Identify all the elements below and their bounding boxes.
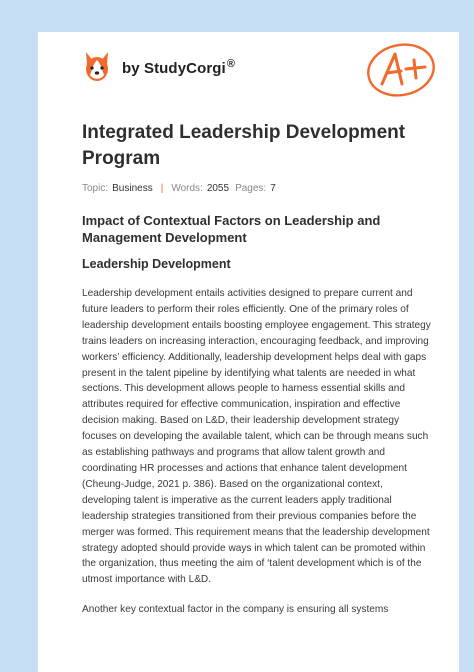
corgi-logo-icon <box>82 50 112 84</box>
document-body <box>82 120 432 618</box>
topic-label: Topic: <box>82 183 109 194</box>
pages-value: 7 <box>270 183 276 194</box>
body-paragraph: Another key contextual factor in the company is ensuring all systems <box>82 604 389 616</box>
a-plus-grade-icon <box>364 40 440 98</box>
pages-label: Pages: <box>235 183 267 194</box>
topic-value[interactable]: Business <box>112 183 153 194</box>
document-page <box>38 32 459 672</box>
words-value: 2055 <box>206 183 230 194</box>
brand-name: by StudyCorgi® <box>122 57 236 77</box>
words-label: Words: <box>171 183 203 194</box>
document-meta <box>82 183 432 194</box>
subsection-heading: Leadership Development <box>82 257 231 271</box>
brand-header[interactable] <box>82 50 235 84</box>
meta-separator: | <box>160 183 164 194</box>
body-paragraph: Leadership development entails activities designed to prepare current and future leaders to perform their roles efficiently. One of the primary roles of leadership development entails boosting employee engagement. This strategy trains leaders on increasing interaction, encouraging feedback, and improving workers’ efficiency. Additionally, leadership development helps deal with gaps present in the talent pipeline by identifying what talents are needed in what sections. This development allows people to harness essential skills and attributes required for effective communication, inspiration and effective decision making. Based on L&D, their leadership development strategy focuses on developing the available talent, which can be through means such as establishing pathways and programs that allow talent growth and coordinating HR processes and actions that enhance talent development (Cheung-Judge, 2021 p. 386). Based on the organizational context, developing talent is imperative as the current leaders apply traditional leadership strategies transitioned from their previous companies before the merger was formed. This requirement means that the leadership development strategy adopted should provide ways in which talent can be promoted within the organization, thus meeting the aim of ‘talent development which is of the utmost importance with L&D. <box>82 288 431 586</box>
document-title: Integrated Leadership Development Program <box>82 122 406 169</box>
section-heading: Impact of Contextual Factors on Leadership and Management Development <box>82 213 381 245</box>
